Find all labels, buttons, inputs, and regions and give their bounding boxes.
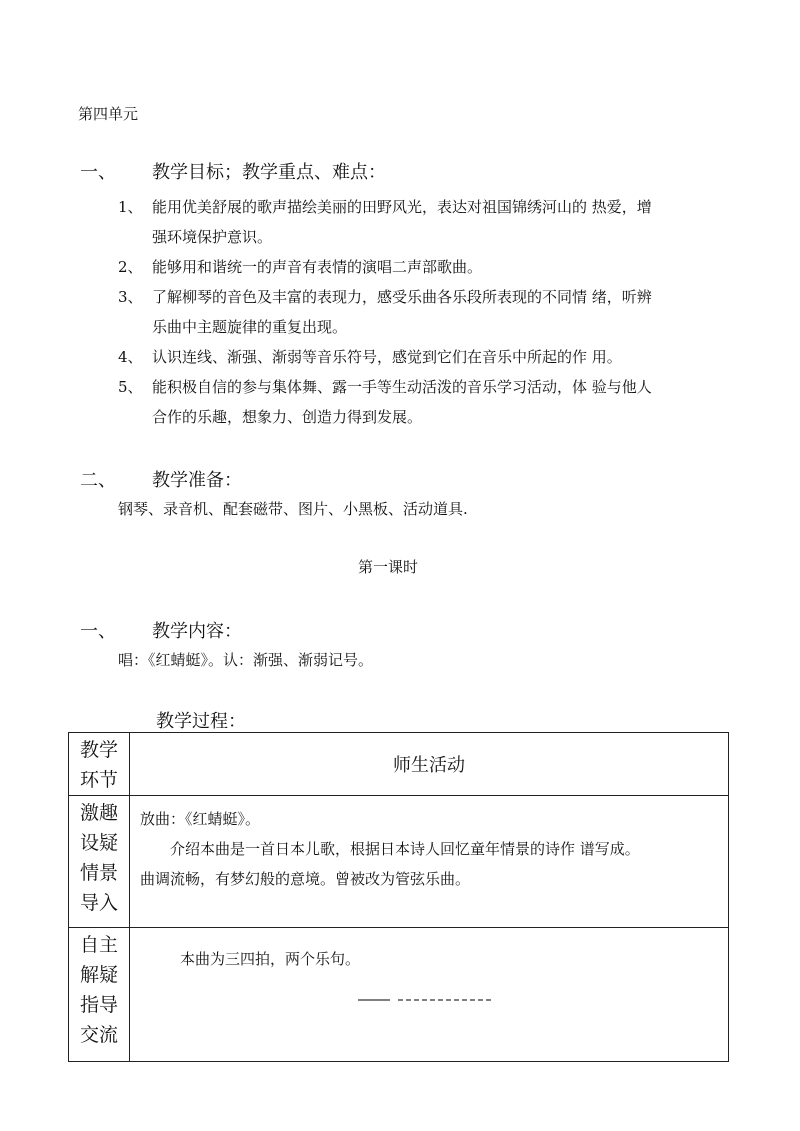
table-row — [69, 796, 729, 928]
objective-text: 合作的乐趣，想象力、创造力得到发展。 — [152, 408, 423, 426]
objective-text: 能够用和谐统一的声音有表情的演唱二声部歌曲。 — [152, 258, 483, 276]
stage-line: 解疑 — [79, 964, 118, 986]
lesson-title: 第一课时 — [358, 558, 419, 576]
objective-number: 1、 — [118, 198, 143, 216]
objective-number: 3、 — [118, 288, 143, 306]
section3-title: 教学内容： — [152, 621, 242, 642]
header-activity-label: 师生活动 — [393, 755, 465, 776]
activity-line: 放曲：《红蜻蜓》。 — [140, 810, 261, 828]
stage-line: 设疑 — [79, 832, 118, 854]
activity-line: 本曲为三四拍，两个乐句。 — [180, 950, 361, 968]
section3-number: 一、 — [80, 621, 116, 642]
teaching-content: 唱：《红蜻蜓》。认：渐强、渐弱记号。 — [118, 651, 374, 669]
objective-number: 5、 — [118, 378, 143, 396]
objective-text: 乐曲中主题旋律的重复出现。 — [152, 318, 348, 336]
stage-cell — [69, 796, 130, 928]
unit-title: 第四单元 — [78, 105, 139, 123]
stage-cell — [69, 928, 130, 1062]
section2-title: 教学准备： — [152, 470, 242, 491]
section1-title: 教学目标；教学重点、难点： — [152, 162, 386, 183]
process-title: 教学过程： — [156, 711, 246, 732]
objective-text: 能用优美舒展的歌声描绘美丽的田野风光，表达对祖国锦绣河山的 热爱，增 — [152, 198, 652, 216]
activity-line: 介绍本曲是一首日本儿歌，根据日本诗人回忆童年情景的诗作 谱写成。 — [170, 840, 640, 858]
header-stage-cell — [69, 733, 130, 796]
stage-line: 自主 — [79, 934, 118, 956]
preparation-list: 钢琴、录音机、配套磁带、图片、小黑板、活动道具. — [118, 500, 468, 518]
section2-number: 二、 — [80, 470, 116, 491]
section1-number: 一、 — [80, 162, 116, 183]
objective-text: 了解柳琴的音色及丰富的表现力，感受乐曲各乐段所表现的不同情 绪，听辨 — [152, 288, 652, 306]
objective-text: 认识连线、渐强、渐弱等音乐符号，感觉到它们在音乐中所起的作 用。 — [152, 348, 622, 366]
header-activity-cell — [130, 733, 729, 796]
stage-line: 情景 — [79, 862, 118, 884]
table-row — [69, 928, 729, 1062]
header-stage-line: 教学 — [79, 739, 118, 761]
stage-line: 交流 — [79, 1024, 118, 1046]
objective-text: 能积极自信的参与集体舞、露一手等生动活泼的音乐学习活动，体 验与他人 — [152, 378, 652, 396]
activity-cell — [130, 928, 729, 1062]
stage-line: 导入 — [79, 892, 118, 914]
objective-text: 强环境保护意识。 — [152, 228, 273, 246]
activity-cell — [130, 796, 729, 928]
table-header-row — [69, 733, 729, 796]
header-stage-line: 环节 — [79, 769, 118, 791]
stage-line: 指导 — [79, 994, 118, 1016]
stage-line: 激趣 — [79, 802, 118, 824]
objective-number: 4、 — [118, 348, 143, 366]
process-table — [68, 732, 729, 1062]
activity-line: 曲调流畅，有梦幻般的意境。曾被改为管弦乐曲。 — [140, 870, 471, 888]
rhythm-dash-line — [358, 995, 518, 1005]
objective-number: 2、 — [118, 258, 143, 276]
